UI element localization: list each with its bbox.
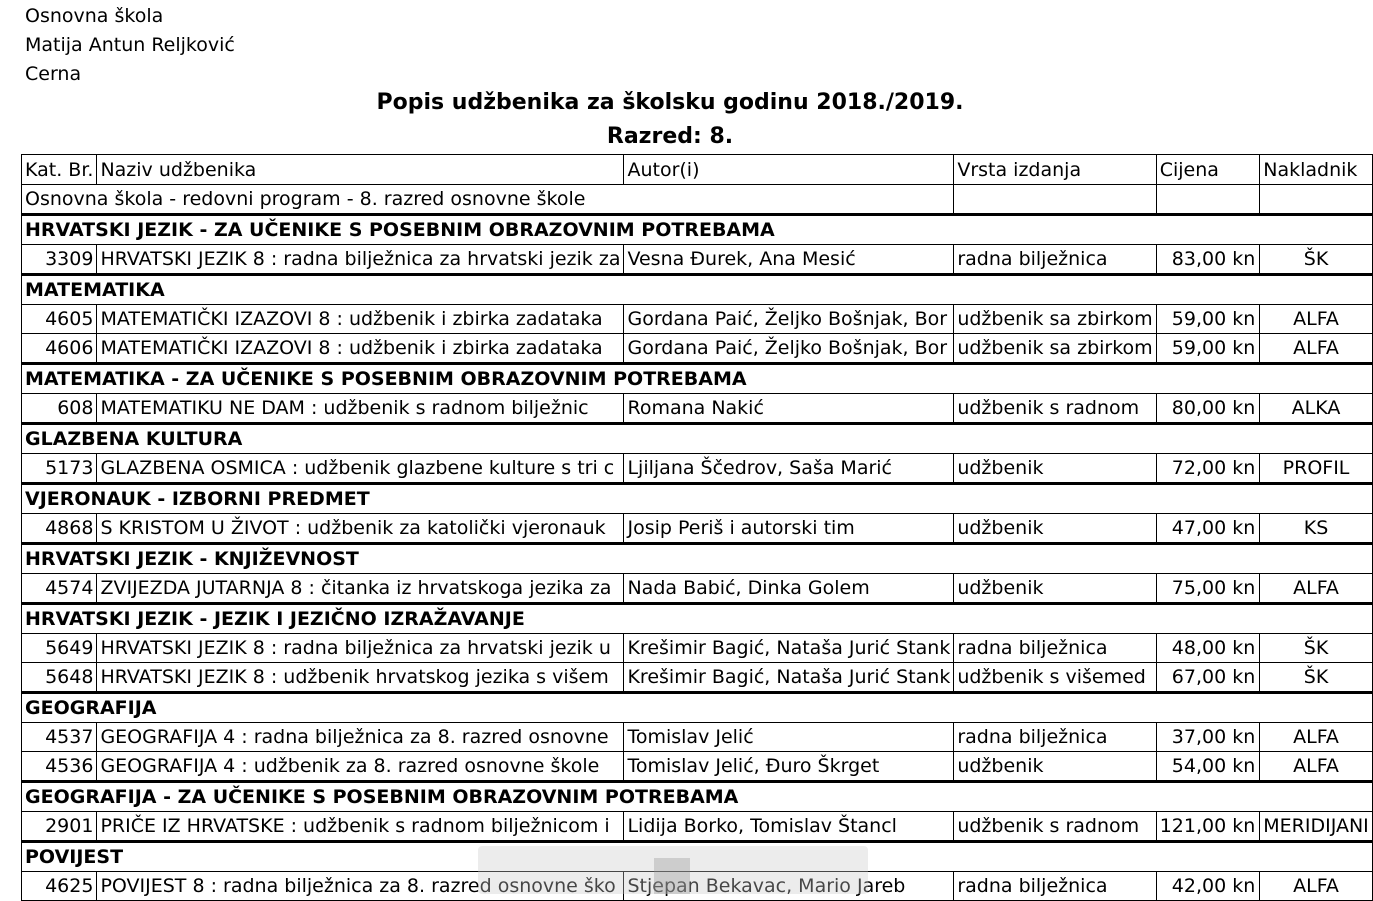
book-title: GEOGRAFIJA 4 : udžbenik za 8. razred osnovne škole [97, 752, 624, 782]
section-title: HRVATSKI JEZIK - JEZIK I JEZIČNO IZRAŽAVANJE [22, 604, 1373, 634]
book-price: 54,00 kn [1156, 752, 1260, 782]
catalog-number: 5648 [22, 663, 97, 693]
table-row [22, 812, 1373, 842]
catalog-number: 4537 [22, 723, 97, 752]
book-authors: Krešimir Bagić, Nataša Jurić Stank [624, 634, 954, 663]
book-publisher: ALFA [1260, 334, 1373, 364]
book-publisher: MERIDIJANI [1260, 812, 1373, 842]
book-price: 42,00 kn [1156, 872, 1260, 901]
book-publisher: KS [1260, 514, 1373, 544]
book-authors: Tomislav Jelić [624, 723, 954, 752]
table-row [22, 454, 1373, 484]
section-row [22, 424, 1373, 454]
empty-cell [954, 185, 1156, 215]
book-title: GLAZBENA OSMICA : udžbenik glazbene kulture s tri c [97, 454, 624, 484]
book-authors: Gordana Paić, Željko Bošnjak, Bor [624, 305, 954, 334]
book-authors: Gordana Paić, Željko Bošnjak, Bor [624, 334, 954, 364]
header-cell: Kat. Br. [22, 155, 97, 185]
document-title: Popis udžbenika za školsku godinu 2018./2019. [376, 90, 964, 115]
catalog-number: 4605 [22, 305, 97, 334]
section-title: MATEMATIKA - ZA UČENIKE S POSEBNIM OBRAZOVNIM POTREBAMA [22, 364, 1373, 394]
book-authors: Josip Periš i autorski tim [624, 514, 954, 544]
table-row [22, 245, 1373, 275]
book-price: 67,00 kn [1156, 663, 1260, 693]
edition-type: radna bilježnica [954, 245, 1156, 275]
book-publisher: ALFA [1260, 872, 1373, 901]
edition-type: udžbenik [954, 574, 1156, 604]
section-title: GEOGRAFIJA [22, 693, 1373, 723]
catalog-number: 4868 [22, 514, 97, 544]
program-cell: Osnovna škola - redovni program - 8. razred osnovne škole [22, 185, 954, 215]
book-title: PRIČE IZ HRVATSKE : udžbenik s radnom bilježnicom i [97, 812, 624, 842]
catalog-number: 4625 [22, 872, 97, 901]
book-publisher: ŠK [1260, 245, 1373, 275]
catalog-number: 5173 [22, 454, 97, 484]
table-row [22, 514, 1373, 544]
edition-type: udžbenik sa zbirkom [954, 334, 1156, 364]
catalog-number: 2901 [22, 812, 97, 842]
book-authors: Krešimir Bagić, Nataša Jurić Stank [624, 663, 954, 693]
grade-subtitle: Razred: 8. [606, 124, 734, 149]
book-publisher: PROFIL [1260, 454, 1373, 484]
edition-type: udžbenik [954, 514, 1156, 544]
section-row [22, 484, 1373, 514]
book-publisher: ALFA [1260, 723, 1373, 752]
book-title: POVIJEST 8 : radna bilježnica za 8. razred osnovne ško [97, 872, 624, 901]
book-publisher: ALKA [1260, 394, 1373, 424]
catalog-number: 4574 [22, 574, 97, 604]
textbook-table [21, 154, 1373, 901]
program-row [22, 185, 1373, 215]
book-price: 83,00 kn [1156, 245, 1260, 275]
header-cell: Nakladnik [1260, 155, 1373, 185]
book-authors: Vesna Đurek, Ana Mesić [624, 245, 954, 275]
section-row [22, 275, 1373, 305]
section-row [22, 782, 1373, 812]
edition-type: udžbenik [954, 454, 1156, 484]
edition-type: udžbenik [954, 752, 1156, 782]
book-title: HRVATSKI JEZIK 8 : radna bilježnica za hrvatski jezik za [97, 245, 624, 275]
book-price: 48,00 kn [1156, 634, 1260, 663]
book-publisher: ALFA [1260, 574, 1373, 604]
empty-cell [1260, 185, 1373, 215]
book-title: MATEMATIKU NE DAM : udžbenik s radnom bilježnic [97, 394, 624, 424]
edition-type: radna bilježnica [954, 723, 1156, 752]
section-row [22, 693, 1373, 723]
edition-type: udžbenik s višemed [954, 663, 1156, 693]
table-row [22, 334, 1373, 364]
section-title: GEOGRAFIJA - ZA UČENIKE S POSEBNIM OBRAZOVNIM POTREBAMA [22, 782, 1373, 812]
book-title: HRVATSKI JEZIK 8 : udžbenik hrvatskog jezika s višem [97, 663, 624, 693]
edition-type: radna bilježnica [954, 872, 1156, 901]
school-line-3: Cerna [25, 63, 82, 85]
section-title: POVIJEST [22, 842, 1373, 872]
table-row [22, 752, 1373, 782]
section-row [22, 364, 1373, 394]
section-row [22, 544, 1373, 574]
book-title: ZVIJEZDA JUTARNJA 8 : čitanka iz hrvatskoga jezika za [97, 574, 624, 604]
header-cell: Vrsta izdanja [954, 155, 1156, 185]
table-row [22, 305, 1373, 334]
catalog-number: 4536 [22, 752, 97, 782]
book-authors: Lidija Borko, Tomislav Štancl [624, 812, 954, 842]
book-title: GEOGRAFIJA 4 : radna bilježnica za 8. razred osnovne [97, 723, 624, 752]
book-title: HRVATSKI JEZIK 8 : radna bilježnica za hrvatski jezik u [97, 634, 624, 663]
section-row [22, 604, 1373, 634]
book-publisher: ALFA [1260, 752, 1373, 782]
book-authors: Romana Nakić [624, 394, 954, 424]
scrollbar-thumb[interactable] [654, 858, 690, 894]
section-title: HRVATSKI JEZIK - ZA UČENIKE S POSEBNIM OBRAZOVNIM POTREBAMA [22, 215, 1373, 245]
book-authors: Tomislav Jelić, Đuro Škrget [624, 752, 954, 782]
section-title: GLAZBENA KULTURA [22, 424, 1373, 454]
book-title: S KRISTOM U ŽIVOT : udžbenik za katolički vjeronauk [97, 514, 624, 544]
catalog-number: 4606 [22, 334, 97, 364]
book-price: 47,00 kn [1156, 514, 1260, 544]
table-row [22, 634, 1373, 663]
book-title: MATEMATIČKI IZAZOVI 8 : udžbenik i zbirka zadataka [97, 305, 624, 334]
school-info [25, 2, 235, 89]
school-line-2: Matija Antun Reljković [25, 34, 235, 56]
section-row [22, 215, 1373, 245]
book-price: 121,00 kn [1156, 812, 1260, 842]
table-row [22, 723, 1373, 752]
header-cell: Naziv udžbenika [97, 155, 624, 185]
book-price: 80,00 kn [1156, 394, 1260, 424]
section-title: HRVATSKI JEZIK - KNJIŽEVNOST [22, 544, 1373, 574]
book-price: 59,00 kn [1156, 305, 1260, 334]
table-header-row [22, 155, 1373, 185]
book-price: 59,00 kn [1156, 334, 1260, 364]
book-title: MATEMATIČKI IZAZOVI 8 : udžbenik i zbirka zadataka [97, 334, 624, 364]
header-cell: Cijena [1156, 155, 1260, 185]
edition-type: udžbenik sa zbirkom [954, 305, 1156, 334]
table-row [22, 663, 1373, 693]
section-title: VJERONAUK - IZBORNI PREDMET [22, 484, 1373, 514]
table-row [22, 574, 1373, 604]
section-title: MATEMATIKA [22, 275, 1373, 305]
book-authors: Nada Babić, Dinka Golem [624, 574, 954, 604]
book-authors: Ljiljana Ščedrov, Saša Marić [624, 454, 954, 484]
header-cell: Autor(i) [624, 155, 954, 185]
book-price: 75,00 kn [1156, 574, 1260, 604]
horizontal-scrollbar[interactable] [478, 846, 868, 894]
book-price: 72,00 kn [1156, 454, 1260, 484]
book-publisher: ALFA [1260, 305, 1373, 334]
edition-type: udžbenik s radnom [954, 394, 1156, 424]
book-publisher: ŠK [1260, 663, 1373, 693]
catalog-number: 5649 [22, 634, 97, 663]
catalog-number: 3309 [22, 245, 97, 275]
book-price: 37,00 kn [1156, 723, 1260, 752]
book-publisher: ŠK [1260, 634, 1373, 663]
table-row [22, 394, 1373, 424]
edition-type: udžbenik s radnom [954, 812, 1156, 842]
edition-type: radna bilježnica [954, 634, 1156, 663]
catalog-number: 608 [22, 394, 97, 424]
empty-cell [1156, 185, 1260, 215]
book-authors: Stjepan Bekavac, Mario Jareb [624, 872, 954, 901]
school-line-1: Osnovna škola [25, 5, 164, 27]
